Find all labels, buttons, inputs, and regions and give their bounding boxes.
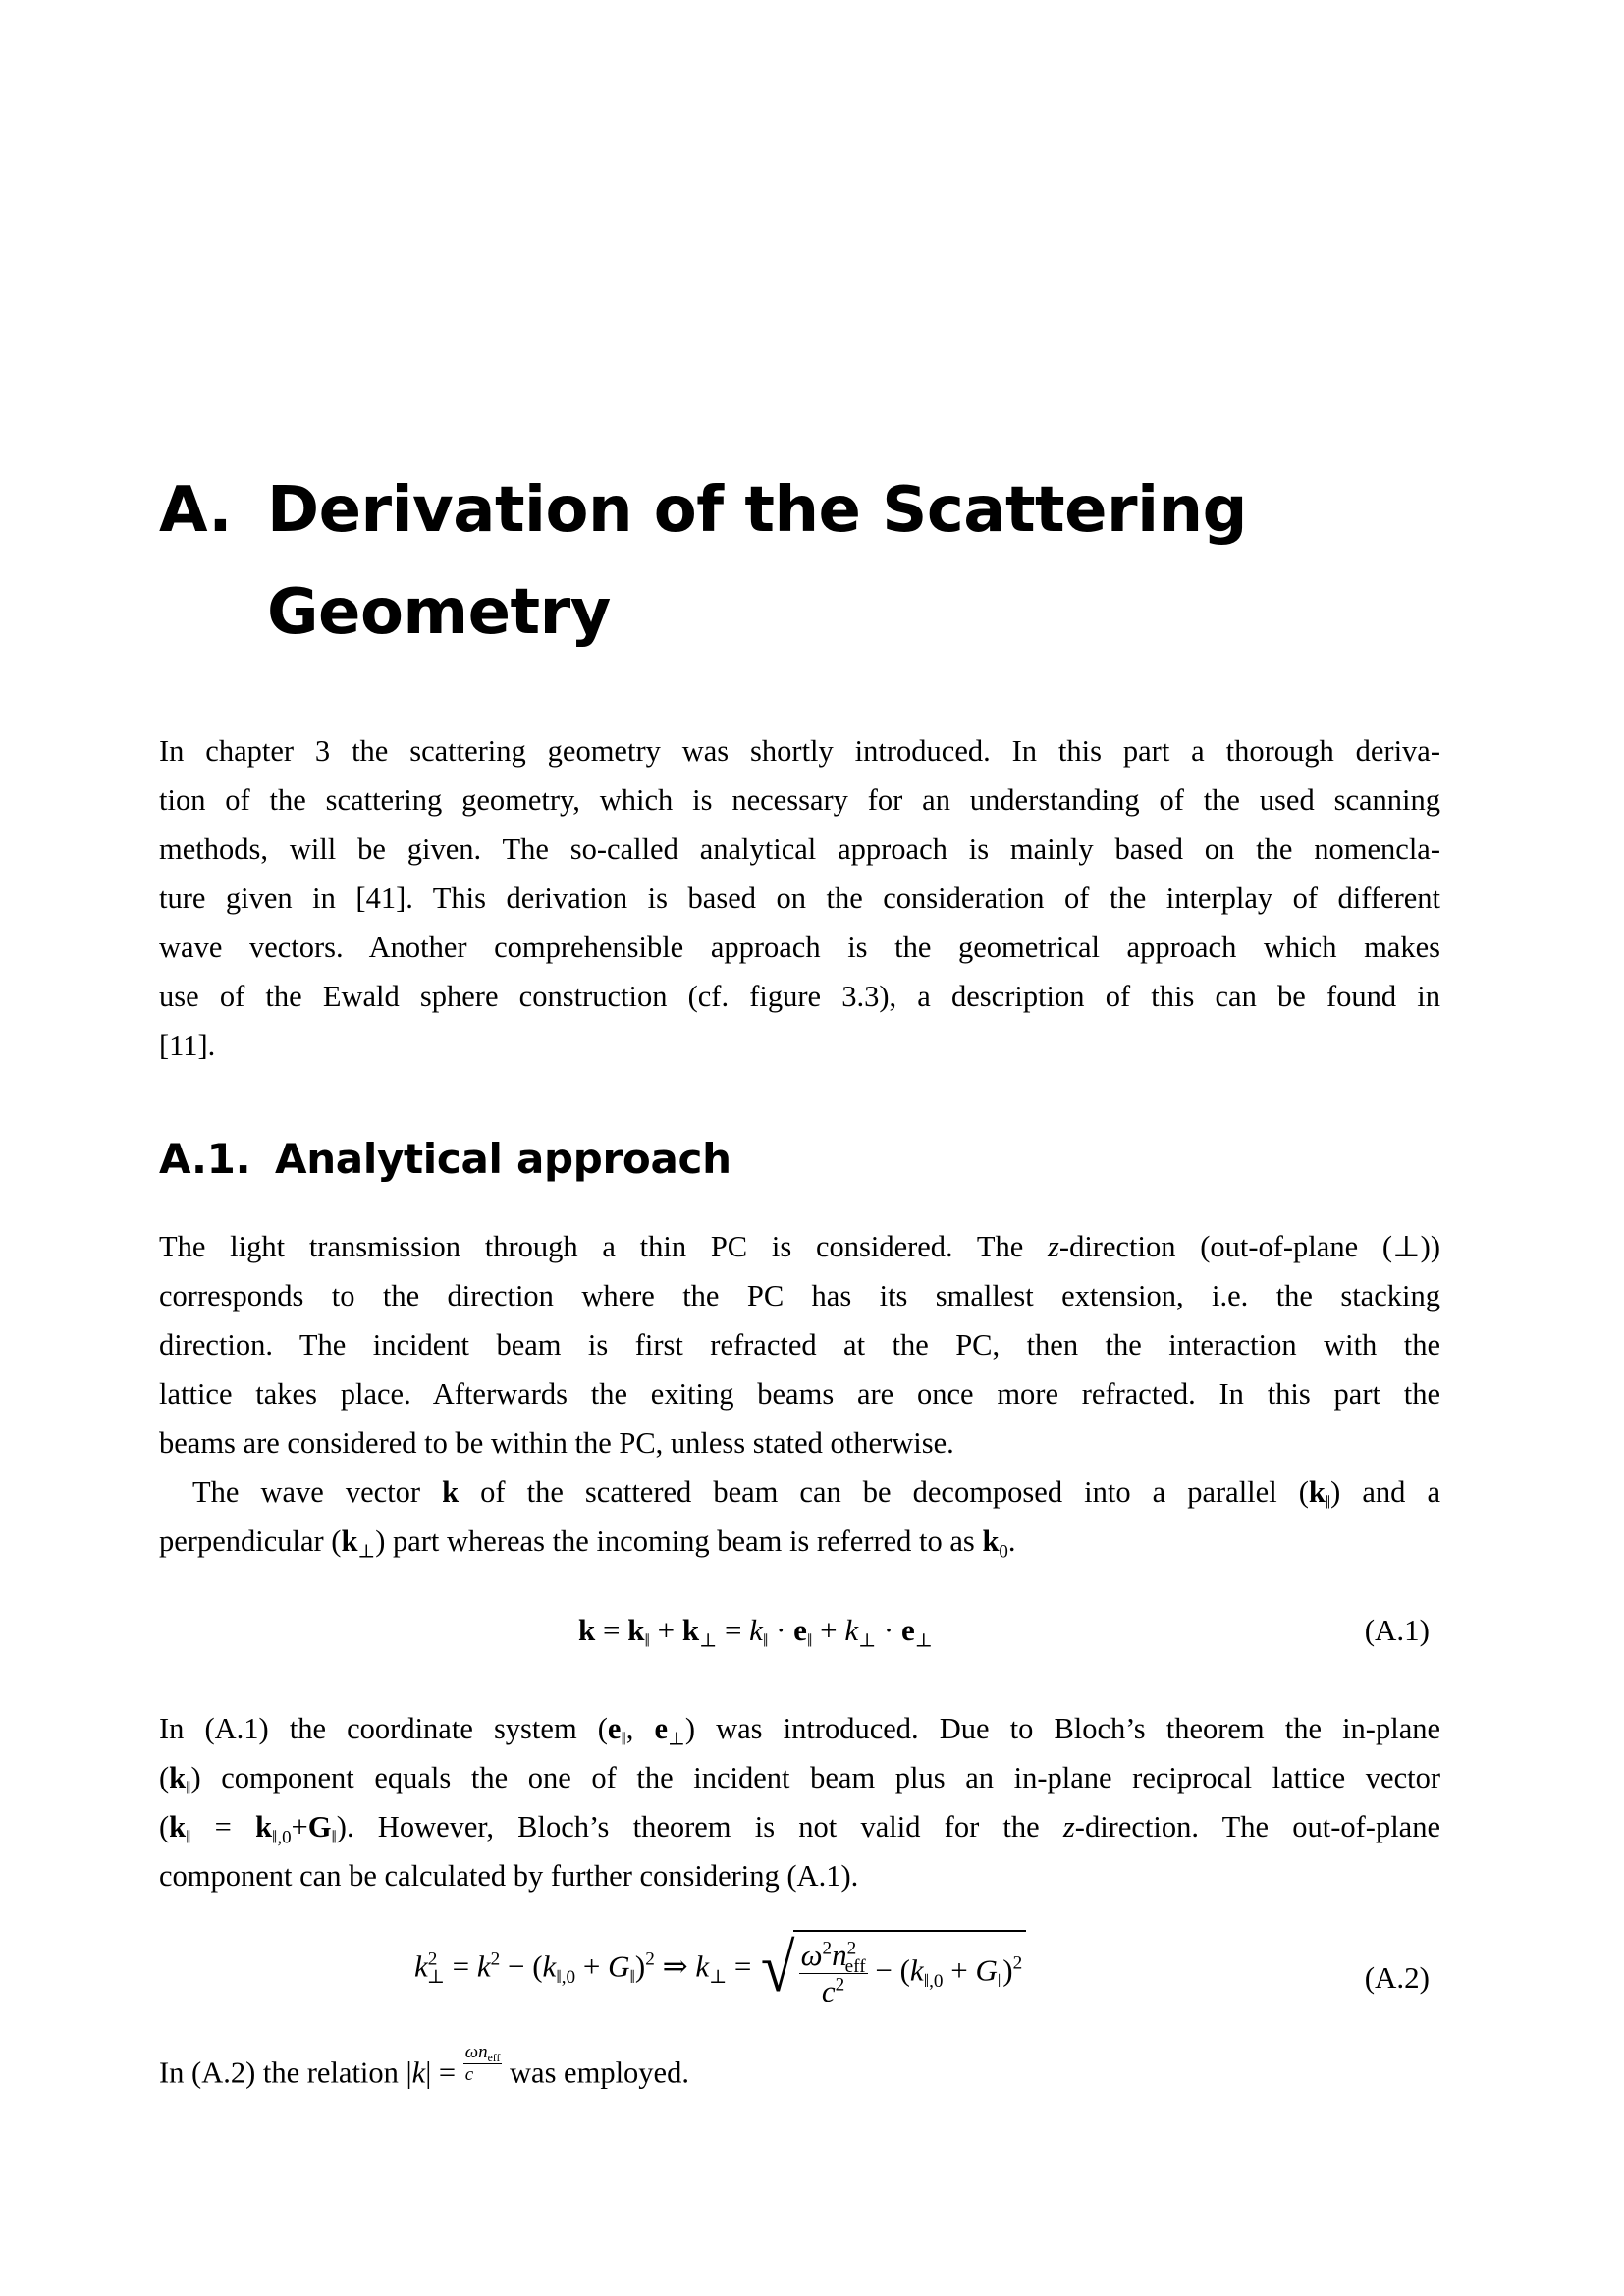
chapter-title <box>267 459 1347 664</box>
fraction: $\frac{\omega^2n^2_{eff}}{c^2}$ <box>800 1938 866 2008</box>
chapter-title-line-2: Geometry <box>267 576 611 649</box>
text-line: $(k_‖)$ component equals the one of the incident beam plus an in-plane reciprocal lattice vector <box>159 1761 1440 1799</box>
equation-a1: $k = k_‖ + k_\perp = k_‖ \cdot e_‖ + k_\perp \cdot e_\perp$ <box>578 1613 933 1652</box>
text-line: perpendicular $(k_\perp)$ part whereas the incoming beam is referred to as $k_0$. <box>159 1524 1016 1563</box>
text-line: corresponds to the direction where the PC has its smallest extension, i.e. the stacking <box>159 1279 1440 1312</box>
section-title: Analytical approach <box>275 1135 731 1183</box>
text-line: use of the Ewald sphere construction (cf. figure 3.3), a description of this can be found in <box>159 980 1440 1013</box>
text-line: lattice takes place. Afterwards the exiting beams are once more refracted. In this part the <box>159 1377 1440 1411</box>
chapter-title-line-1: Derivation of the Scattering <box>267 474 1247 547</box>
text-line: beams are considered to be within the PC, unless stated otherwise. <box>159 1426 954 1460</box>
text-line: direction. The incident beam is first refracted at the PC, then the interaction with the <box>159 1328 1440 1362</box>
text-line: ture given in [41]. This derivation is based on the consideration of the interplay of different <box>159 881 1440 915</box>
chapter-number: A. <box>159 474 233 547</box>
text-line: The wave vector k of the scattered beam can be decomposed into a parallel $(k_‖)$ and a <box>192 1475 1440 1514</box>
text-line: tion of the scattering geometry, which is necessary for an understanding of the used scanning <box>159 783 1440 817</box>
square-root: √ $\frac{\omega^2n^2_{eff}}{c^2}$ − $(k_{‖,0} + G_‖)^2$ <box>759 1930 1026 2008</box>
paragraph-4: In (A.2) the relation |k| = $\frac{\omega n_{eff}}{c}$ was employed. <box>159 2042 689 2090</box>
text-line: component can be calculated by further considering (A.1). <box>159 1859 859 1893</box>
equation-number-a2: (A.2) <box>1364 1960 1430 1995</box>
fraction: $\frac{\omega n_{eff}}{c}$ <box>464 2042 501 2085</box>
text-line: wave vectors. Another comprehensible approach is the geometrical approach which makes <box>159 931 1440 964</box>
text-line: In (A.1) the coordinate system ($e_‖$, $e_\perp$) was introduced. Due to Bloch’s theorem the in-plane <box>159 1712 1441 1750</box>
text-line: [11]. <box>159 1029 216 1062</box>
equation-a2: $k^2_\perp = k^2 - (k_{‖,0} + G_‖)^2$ ⇒ $k_\perp$ = √ $\frac{\omega^2n^2_{eff}}{c^2}$ − $(k_{‖,0} + G_‖)^2$ <box>414 1930 1026 2008</box>
text-line: $(k_‖ = k_{‖,0}+G_‖)$. However, Bloch’s theorem is not valid for the z-direction. The out-of-plane <box>159 1810 1440 1848</box>
text-line: The light transmission through a thin PC is considered. The z-direction (out-of-plane (⊥)) <box>159 1230 1440 1263</box>
equation-number-a1: (A.1) <box>1364 1613 1430 1647</box>
math-z: z <box>1048 1230 1059 1263</box>
text-line: In chapter 3 the scattering geometry was shortly introduced. In this part a thorough deriva- <box>159 734 1440 768</box>
section-number: A.1. <box>159 1135 251 1183</box>
text-line: methods, will be given. The so-called analytical approach is mainly based on the nomencla- <box>159 832 1440 866</box>
